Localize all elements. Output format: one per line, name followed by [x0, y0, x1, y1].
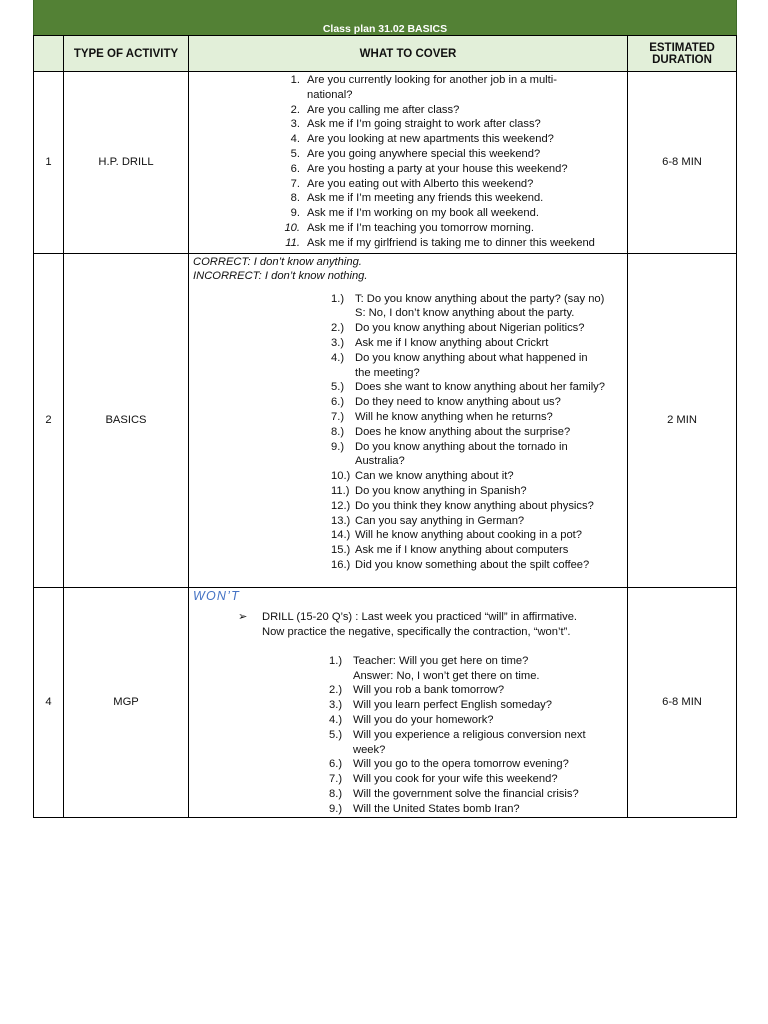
row-number: 1 [34, 72, 64, 254]
list-item [329, 787, 613, 802]
item-number: 6.) [331, 396, 345, 409]
correct-example: CORRECT: I don’t know anything. [193, 255, 362, 268]
item-number: 1.) [331, 292, 345, 305]
item-text: Ask me if I’m working on my book all weekend. [307, 207, 539, 220]
item-text: Teacher: Will you get here on time? Answer: No, I won’t get there on time. [353, 654, 540, 682]
item-text: Do you know anything in Spanish? [355, 484, 527, 497]
item-text: Will you cook for your wife this weekend? [353, 773, 558, 786]
item-text: Are you calling me after class? [307, 103, 460, 116]
list-item [329, 698, 613, 713]
item-text: Ask me if I know anything about computers [355, 544, 569, 557]
item-text: Are you hosting a party at your house this weekend? [307, 162, 568, 175]
item-number: 2.) [331, 322, 345, 335]
list-item [329, 802, 613, 817]
item-number: 15.) [331, 544, 351, 557]
item-number: 3.) [329, 699, 343, 712]
item-text: Will you rob a bank tomorrow? [353, 684, 505, 697]
item-text: Will he know anything when he returns? [355, 410, 553, 423]
list-item [329, 728, 613, 758]
list-item [329, 713, 613, 728]
activity-type: H.P. DRILL [64, 72, 189, 254]
list-item [331, 440, 625, 470]
row-number: 2 [34, 253, 64, 587]
item-number: 8. [290, 192, 300, 205]
list-item [331, 528, 625, 543]
list-item [331, 292, 625, 322]
activity-row-1 [34, 72, 737, 254]
question-list [189, 72, 607, 253]
item-number: 4. [290, 133, 300, 146]
question-list [189, 283, 625, 587]
list-item [331, 558, 625, 573]
list-item [290, 103, 607, 118]
item-text: Are you eating out with Alberto this weekend? [307, 177, 534, 190]
row-number: 4 [34, 587, 64, 817]
activity-row-4 [34, 587, 737, 817]
item-number: 4.) [329, 714, 343, 727]
list-item [331, 543, 625, 558]
item-text: Will you go to the opera tomorrow evening? [353, 758, 569, 771]
list-item [329, 683, 613, 698]
item-number: 14.) [331, 529, 351, 542]
item-text: Did you know something about the spilt coffee? [355, 558, 590, 571]
item-number: 9. [290, 207, 300, 220]
header-row [34, 36, 737, 72]
item-number: 6. [290, 162, 300, 175]
item-number: 8.) [331, 425, 345, 438]
arrow-bullet-icon: ➢ [238, 610, 248, 623]
item-number: 10.) [331, 470, 351, 483]
item-number: 13.) [331, 514, 351, 527]
item-number: 6.) [329, 758, 343, 771]
item-number: 16.) [331, 558, 351, 571]
item-number: 4.) [331, 351, 345, 364]
list-item [331, 514, 625, 529]
duration: 6-8 MIN [628, 72, 737, 254]
item-number: 9.) [331, 440, 345, 453]
list-item [290, 177, 607, 192]
list-item [331, 395, 625, 410]
list-item [331, 499, 625, 514]
item-text: Will you experience a religious conversion next week? [353, 728, 586, 756]
item-number: 5.) [329, 728, 343, 741]
list-item [290, 73, 607, 103]
list-item [331, 380, 625, 395]
title-bar [33, 0, 737, 36]
question-list [189, 641, 613, 817]
cover-cell [189, 253, 628, 587]
list-item [329, 757, 613, 772]
list-item [290, 132, 607, 147]
list-item [290, 191, 607, 206]
item-text: Are you looking at new apartments this weekend? [307, 133, 554, 146]
item-text: Will you do your homework? [353, 714, 494, 727]
header-type: TYPE OF ACTIVITY [64, 36, 189, 72]
document-title: Class plan 31.02 BASICS [322, 23, 448, 35]
item-text: Can you say anything in German? [355, 514, 525, 527]
drill-text: DRILL (15-20 Q’s) : Last week you practiced “will” in affirmative. Now practice the negative, specifically the contraction, “won’t”. [262, 610, 578, 639]
duration: 2 MIN [628, 253, 737, 587]
item-text: Do you know anything about what happened in the meeting? [355, 351, 588, 379]
item-number: 11.) [331, 484, 350, 497]
header-duration-line1: ESTIMATED [649, 41, 715, 54]
item-text: Do they need to know anything about us? [355, 396, 561, 409]
list-item [331, 469, 625, 484]
list-item [331, 321, 625, 336]
list-item [290, 117, 607, 132]
item-text: Ask me if I’m meeting any friends this weekend. [307, 192, 544, 205]
item-text: Ask me if I’m teaching you tomorrow morning. [307, 221, 534, 234]
item-number: 11. [285, 236, 300, 249]
item-text: Can we know anything about it? [355, 470, 514, 483]
list-item [284, 221, 607, 236]
item-number: 10. [284, 221, 300, 234]
item-number: 7.) [331, 410, 345, 423]
item-number: 8.) [329, 788, 343, 801]
list-item [329, 772, 613, 787]
list-item [329, 654, 613, 684]
item-text: Are you currently looking for another job in a multi- national? [307, 74, 557, 101]
item-number: 1.) [329, 654, 343, 667]
list-item [331, 351, 625, 381]
item-text: Will the government solve the financial crisis? [353, 788, 579, 801]
item-number: 1. [290, 74, 300, 86]
item-number: 5.) [331, 381, 345, 394]
drill-instructions [238, 610, 607, 641]
item-text: Do you know anything about Nigerian politics? [355, 322, 585, 335]
item-text: Ask me if I’m going straight to work after class? [307, 118, 541, 131]
item-text: Will he know anything about cooking in a pot? [355, 529, 583, 542]
item-number: 12.) [331, 499, 351, 512]
list-item [285, 236, 607, 251]
cover-cell [189, 587, 628, 817]
activity-type: BASICS [64, 253, 189, 587]
item-text: Do you think they know anything about physics? [355, 499, 594, 512]
class-plan-table [33, 35, 737, 818]
item-number: 2.) [329, 684, 343, 697]
list-item [290, 162, 607, 177]
item-number: 7.) [329, 773, 343, 786]
item-text: Does he know anything about the surprise? [355, 425, 571, 438]
item-number: 3. [290, 118, 300, 131]
item-text: Ask me if I know anything about Crickrt [355, 336, 549, 349]
list-item [331, 336, 625, 351]
duration: 6-8 MIN [628, 587, 737, 817]
item-text: Will you learn perfect English someday? [353, 699, 552, 712]
header-duration [628, 36, 737, 72]
activity-type: MGP [64, 587, 189, 817]
item-number: 2. [290, 103, 300, 116]
wont-heading: WON’T [193, 588, 240, 603]
item-number: 5. [290, 147, 300, 160]
item-text: T: Do you know anything about the party? (say no) S: No, I don’t know anything about the party. [355, 292, 605, 320]
list-item [290, 206, 607, 221]
item-number: 7. [290, 177, 300, 190]
header-number [34, 36, 64, 72]
item-text: Will the United States bomb Iran? [353, 802, 520, 815]
item-number: 9.) [329, 802, 343, 815]
item-text: Ask me if my girlfriend is taking me to dinner this weekend [307, 236, 595, 249]
list-item [331, 425, 625, 440]
item-text: Are you going anywhere special this weekend? [307, 147, 541, 160]
item-number: 3.) [331, 336, 345, 349]
header-cover: WHAT TO COVER [189, 36, 628, 72]
cover-cell [189, 72, 628, 254]
incorrect-example: INCORRECT: I don’t know nothing. [193, 269, 368, 282]
activity-row-2 [34, 253, 737, 587]
header-duration-line2: DURATION [652, 53, 712, 66]
list-item [331, 484, 625, 499]
item-text: Does she want to know anything about her family? [355, 381, 605, 394]
list-item [290, 147, 607, 162]
list-item [331, 410, 625, 425]
item-text: Do you know anything about the tornado in Australia? [355, 440, 568, 468]
